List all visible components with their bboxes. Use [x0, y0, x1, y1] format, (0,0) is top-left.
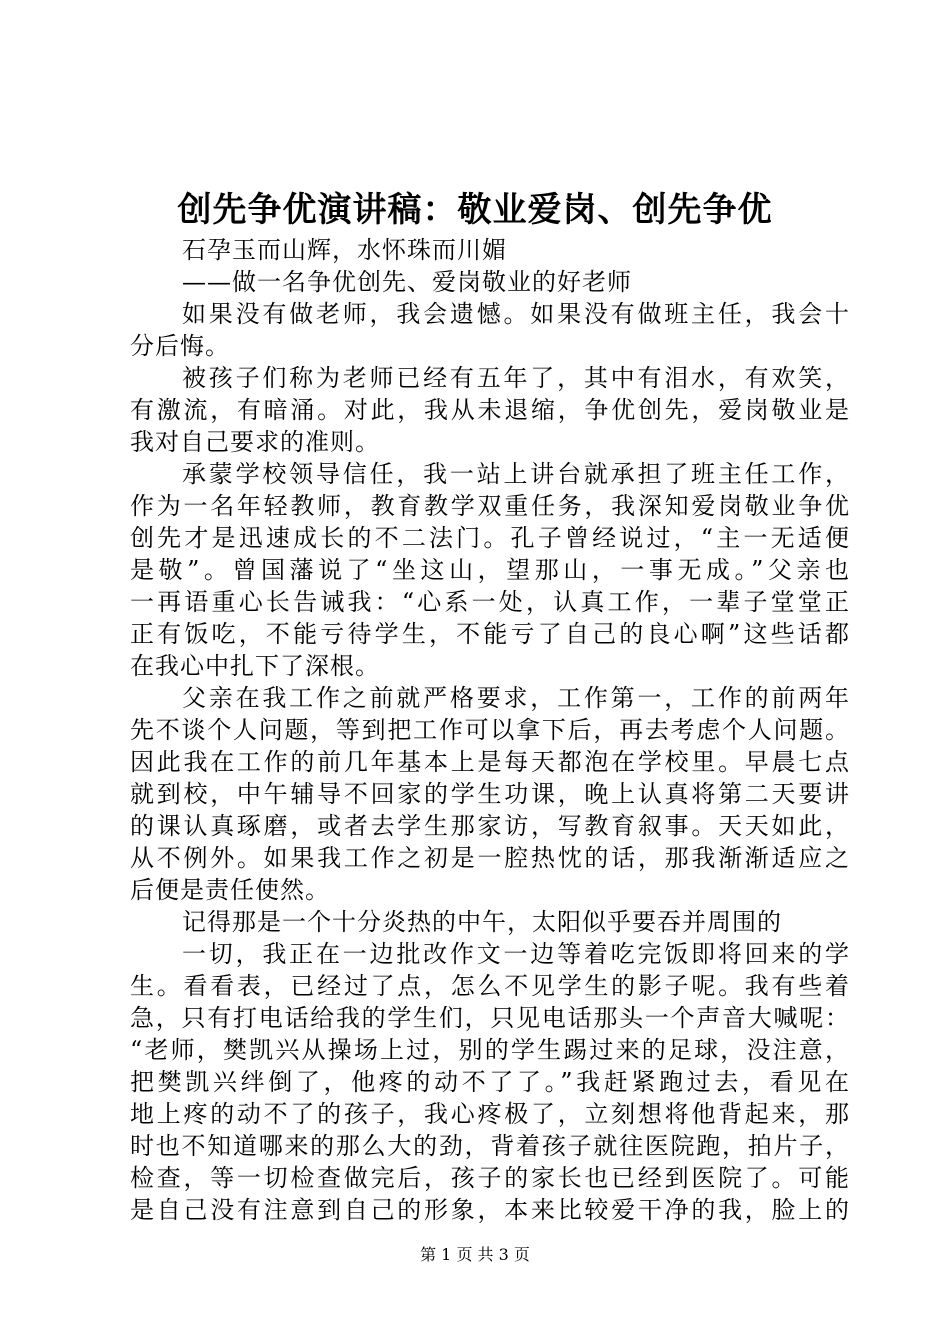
text-line: 急，只有打电话给我的学生们，只见电话那头一个声音大喊呢：: [130, 1004, 850, 1032]
text-line: 从不例外。如果我工作之初是一腔热忱的话，那我渐渐适应之: [130, 844, 850, 872]
text-line: 是敬”。曾国藩说了“坐这山，望那山，一事无成。”父亲也: [130, 556, 850, 584]
text-line: 石孕玉而山辉，水怀珠而川媚: [182, 236, 507, 264]
text-line: 作为一名年轻教师，教育教学双重任务，我深知爱岗敬业争优: [130, 492, 850, 520]
text-line: 有激流，有暗涌。对此，我从未退缩，争优创先，爱岗敬业是: [130, 396, 850, 424]
text-line: ——做一名争优创先、爱岗敬业的好老师: [182, 268, 632, 296]
text-line: 检查，等一切检查做完后，孩子的家长也已经到医院了。可能: [130, 1164, 850, 1192]
text-line: 先不谈个人问题，等到把工作可以拿下后，再去考虑个人问题。: [130, 716, 850, 744]
document-title: 创先争优演讲稿：敬业爱岗、创先争优: [177, 190, 773, 230]
text-line: 我对自己要求的准则。: [130, 428, 380, 456]
text-line: 因此我在工作的前几年基本上是每天都泡在学校里。早晨七点: [130, 748, 850, 776]
text-line: 记得那是一个十分炎热的中午，太阳似乎要吞并周围的: [182, 908, 782, 936]
text-line: 一切，我正在一边批改作文一边等着吃完饭即将回来的学: [182, 940, 850, 968]
text-line: 后便是责任使然。: [130, 876, 330, 904]
page-footer: 第 1 页 共 3 页: [420, 1245, 530, 1264]
text-line: 承蒙学校领导信任，我一站上讲台就承担了班主任工作，: [182, 460, 850, 488]
text-line: 把樊凯兴绊倒了，他疼的动不了了。”我赶紧跑过去，看见在: [130, 1068, 850, 1096]
text-line: 是自己没有注意到自己的形象，本来比较爱干净的我，脸上的: [130, 1196, 850, 1224]
text-line: 就到校，中午辅导不回家的学生功课，晚上认真将第二天要讲: [130, 780, 850, 808]
text-line: 分后悔。: [130, 332, 230, 360]
text-line: 父亲在我工作之前就严格要求，工作第一，工作的前两年: [182, 684, 850, 712]
text-line: “老师，樊凯兴从操场上过，别的学生踢过来的足球，没注意，: [130, 1036, 850, 1064]
text-line: 的课认真琢磨，或者去学生那家访，写教育叙事。天天如此，: [130, 812, 850, 840]
text-line: 一再语重心长告诫我：“心系一处，认真工作，一辈子堂堂正: [130, 588, 850, 616]
text-line: 正有饭吃，不能亏待学生，不能亏了自己的良心啊”这些话都: [130, 620, 850, 648]
text-line: 生。看看表，已经过了点，怎么不见学生的影子呢。我有些着: [130, 972, 850, 1000]
text-line: 如果没有做老师，我会遗憾。如果没有做班主任，我会十: [182, 300, 850, 328]
text-line: 在我心中扎下了深根。: [130, 652, 380, 680]
text-line: 被孩子们称为老师已经有五年了，其中有泪水，有欢笑，: [182, 364, 850, 392]
text-line: 创先才是迅速成长的不二法门。孔子曾经说过，“主一无适便: [130, 524, 850, 552]
document-body: [130, 234, 850, 1226]
text-line: 时也不知道哪来的那么大的劲，背着孩子就往医院跑，拍片子，: [130, 1132, 850, 1160]
text-line: 地上疼的动不了的孩子，我心疼极了，立刻想将他背起来，那: [130, 1100, 850, 1128]
